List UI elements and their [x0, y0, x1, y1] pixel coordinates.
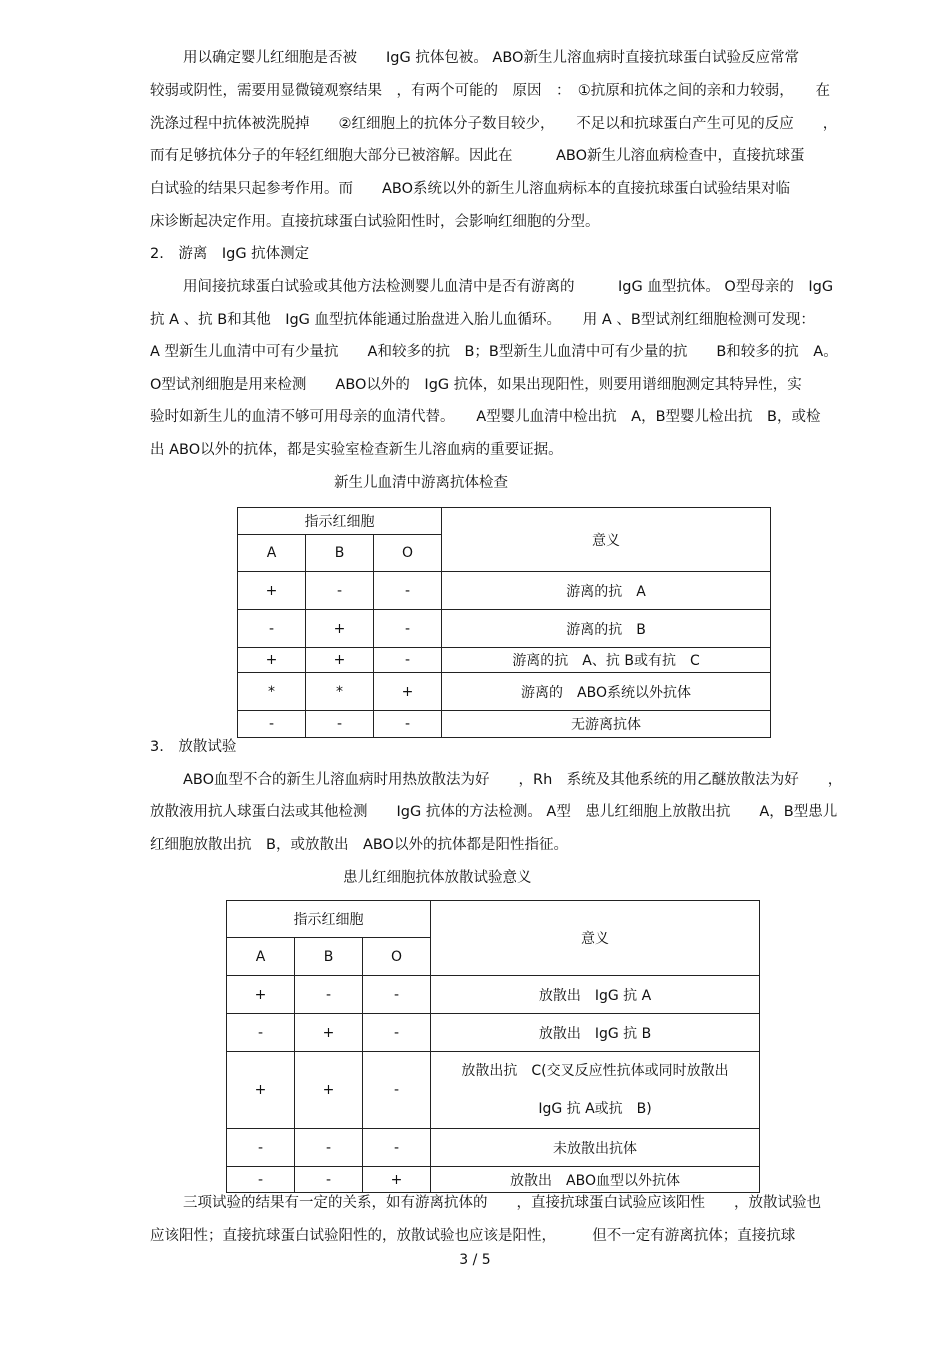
group-header: 指示红细胞 [227, 901, 431, 938]
paragraph-line: 用以确定婴儿红细胞是否被 IgG 抗体包被。 ABO新生儿溶血病时直接抗球蛋白试验反应常常 [183, 50, 799, 66]
paragraph-line: 而有足够抗体分子的年轻红细胞大部分已被溶解。因此在 ABO新生儿溶血病检查中，直接抗球蛋 [150, 148, 805, 164]
cell-meaning: 游离的 ABO系统以外抗体 [442, 673, 771, 711]
section-heading: 3. 放散试验 [150, 739, 237, 755]
paragraph-line: ABO血型不合的新生儿溶血病时用热放散法为好 ，Rh 系统及其他系统的用乙醚放散法为好 ， [183, 772, 843, 788]
meaning-header: 意义 [431, 901, 760, 976]
free-antibody-table [237, 507, 771, 738]
table-row [238, 610, 771, 648]
cell-o: - [363, 1014, 431, 1052]
column-header-b: B [295, 938, 363, 976]
elution-test-table [226, 900, 760, 1193]
cell-a: + [227, 1052, 295, 1129]
cell-meaning [431, 1052, 760, 1129]
paragraph-line: 放散液用抗人球蛋白法或其他检测 IgG 抗体的方法检测。 A型 患儿红细胞上放散出抗 A，B型患儿 [150, 804, 838, 820]
paragraph-line: 用间接抗球蛋白试验或其他方法检测婴儿血清中是否有游离的 IgG 血型抗体。 O型母亲的 IgG [183, 279, 834, 295]
cell-meaning: 放散出 IgG 抗 B [431, 1014, 760, 1052]
group-header: 指示红细胞 [238, 508, 442, 535]
table-row [238, 572, 771, 610]
paragraph-line: 白试验的结果只起参考作用。而 ABO系统以外的新生儿溶血病标本的直接抗球蛋白试验结果对临 [150, 181, 791, 197]
cell-meaning-line-2: IgG 抗 A或抗 B) [538, 1101, 652, 1117]
paragraph-line: 洗涤过程中抗体被洗脱掉 ②红细胞上的抗体分子数目较少， 不足以和抗球蛋白产生可见的反应 ， [150, 116, 838, 132]
column-header-o: O [374, 535, 442, 572]
table-row [238, 673, 771, 711]
paragraph-line: 红细胞放散出抗 B，或放散出 ABO以外的抗体都是阳性指征。 [150, 837, 568, 853]
table-row [227, 1129, 760, 1167]
cell-meaning: 游离的抗 A、抗 B或有抗 C [442, 648, 771, 673]
cell-meaning: 游离的抗 B [442, 610, 771, 648]
cell-b: + [295, 1052, 363, 1129]
cell-meaning: 未放散出抗体 [431, 1129, 760, 1167]
cell-a: - [227, 1014, 295, 1052]
cell-a: + [238, 648, 306, 673]
paragraph-line: O型试剂细胞是用来检测 ABO以外的 IgG 抗体，如果出现阳性，则要用谱细胞测定其特异性，实 [150, 377, 802, 393]
cell-a: * [238, 673, 306, 711]
cell-o: + [374, 673, 442, 711]
cell-b: - [295, 976, 363, 1014]
paragraph-line: 出 ABO以外的抗体，都是实验室检查新生儿溶血病的重要证据。 [150, 442, 563, 458]
cell-meaning: 放散出 ABO血型以外抗体 [431, 1167, 760, 1193]
cell-b: - [295, 1129, 363, 1167]
section-heading: 2. 游离 IgG 抗体测定 [150, 246, 310, 262]
paragraph-line: 床诊断起决定作用。直接抗球蛋白试验阳性时，会影响红细胞的分型。 [150, 214, 600, 230]
cell-b: + [306, 610, 374, 648]
paragraph-line: 验时如新生儿的血清不够可用母亲的血清代替。 A型婴儿血清中检出抗 A，B型婴儿检出抗 B，或检 [150, 409, 821, 425]
cell-o: + [363, 1167, 431, 1193]
paragraph-line: 应该阳性；直接抗球蛋白试验阳性的，放散试验也应该是阳性， 但不一定有游离抗体；直接抗球 [150, 1228, 796, 1244]
table-row [227, 1052, 760, 1129]
cell-meaning: 放散出 IgG 抗 A [431, 976, 760, 1014]
cell-meaning: 游离的抗 A [442, 572, 771, 610]
cell-b: + [306, 648, 374, 673]
table-row [238, 648, 771, 673]
cell-a: - [238, 610, 306, 648]
cell-o: - [363, 1052, 431, 1129]
column-header-b: B [306, 535, 374, 572]
cell-b: - [306, 572, 374, 610]
cell-a: - [227, 1129, 295, 1167]
table-row [227, 976, 760, 1014]
column-header-a: A [227, 938, 295, 976]
cell-a: - [238, 711, 306, 738]
table-caption: 新生儿血清中游离抗体检查 [334, 475, 508, 491]
cell-b: + [295, 1014, 363, 1052]
cell-a: + [238, 572, 306, 610]
cell-o: - [363, 976, 431, 1014]
cell-meaning-line-1: 放散出抗 C(交叉反应性抗体或同时放散出 [461, 1063, 729, 1079]
cell-b: - [306, 711, 374, 738]
table-row [238, 711, 771, 738]
cell-o: - [374, 572, 442, 610]
paragraph-line: 三项试验的结果有一定的关系，如有游离抗体的 ，直接抗球蛋白试验应该阳性 ，放散试验也 [183, 1195, 821, 1211]
cell-b: - [295, 1167, 363, 1193]
column-header-a: A [238, 535, 306, 572]
table-row [227, 1167, 760, 1193]
cell-b: * [306, 673, 374, 711]
paragraph-line: 较弱或阴性，需要用显微镜观察结果 ，有两个可能的 原因 ： ①抗原和抗体之间的亲和力较弱， 在 [150, 83, 830, 99]
column-header-o: O [363, 938, 431, 976]
meaning-header: 意义 [442, 508, 771, 572]
page-number: 3 / 5 [459, 1252, 491, 1268]
cell-a: - [227, 1167, 295, 1193]
table-caption: 患儿红细胞抗体放散试验意义 [343, 870, 532, 886]
paragraph-line: A 型新生儿血清中可有少量抗 A和较多的抗 B；B型新生儿血清中可有少量的抗 B和较多的抗 A。 [150, 344, 838, 360]
paragraph-line: 抗 A 、抗 B和其他 IgG 血型抗体能通过胎盘进入胎儿血循环。 用 A 、B型试剂红细胞检测可发现： [150, 312, 815, 328]
cell-o: - [374, 711, 442, 738]
cell-a: + [227, 976, 295, 1014]
table-row [227, 1014, 760, 1052]
cell-o: - [374, 610, 442, 648]
cell-o: - [374, 648, 442, 673]
cell-o: - [363, 1129, 431, 1167]
cell-meaning: 无游离抗体 [442, 711, 771, 738]
